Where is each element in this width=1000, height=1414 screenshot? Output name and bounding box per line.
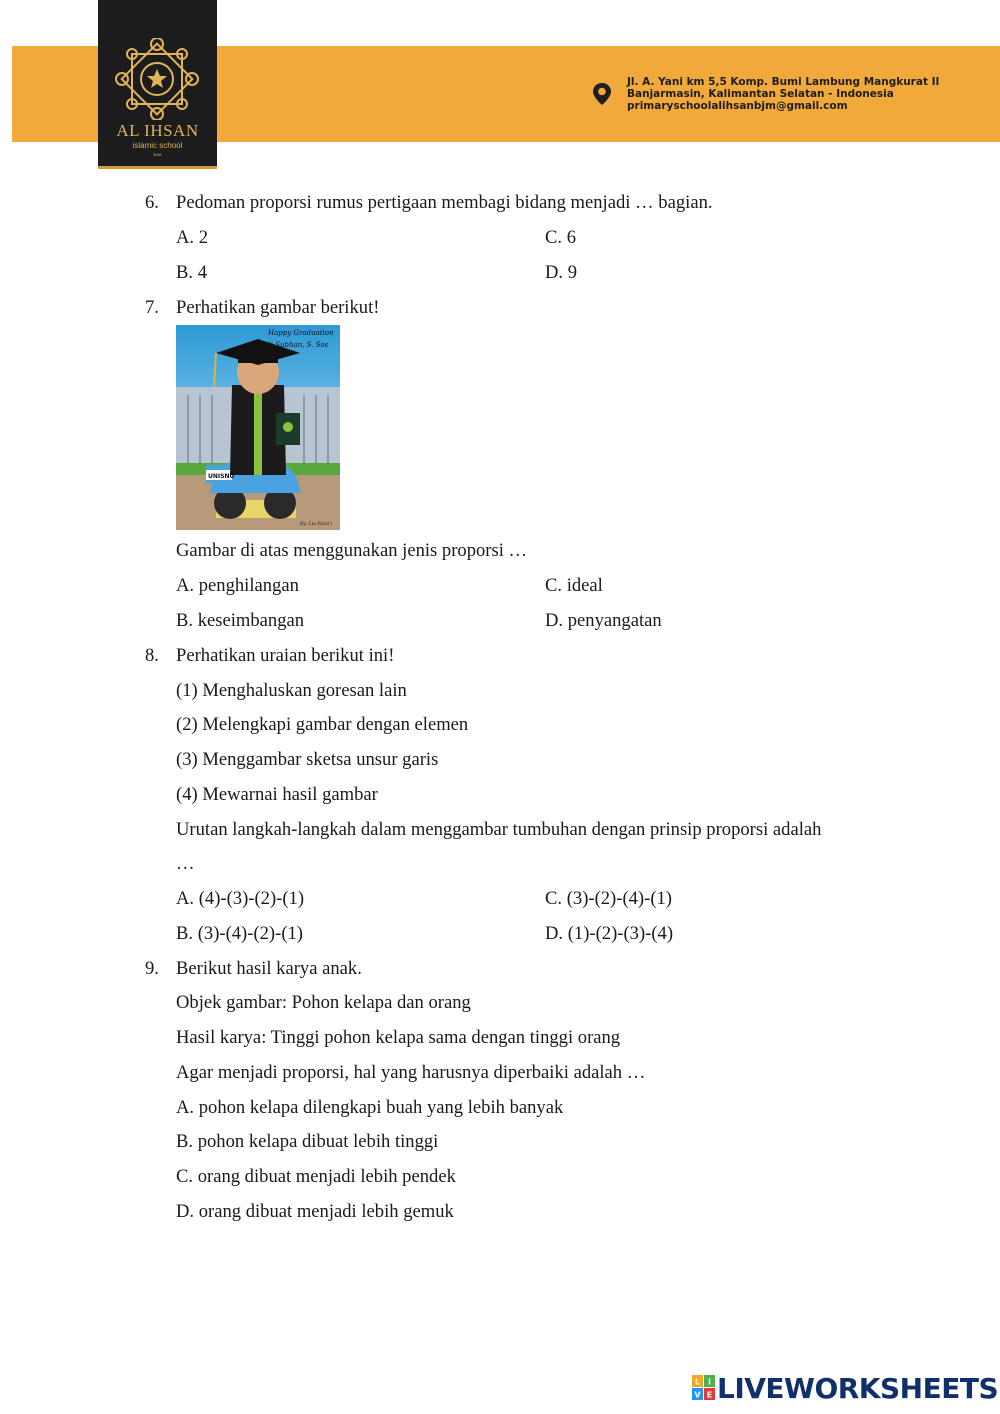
question-text: Perhatikan uraian berikut ini!	[176, 645, 395, 666]
question-detail: Hasil karya: Tinggi pohon kelapa sama dengan tinggi orang	[176, 1027, 621, 1048]
option-d[interactable]: D. penyangatan	[545, 610, 662, 631]
question-detail: Objek gambar: Pohon kelapa dan orang	[176, 992, 471, 1013]
school-email: primaryschoolalihsanbjm@gmail.com	[627, 100, 848, 112]
question-number: 8.	[145, 645, 159, 666]
svg-text:I: I	[708, 1377, 711, 1387]
question-text: Berikut hasil karya anak.	[176, 958, 362, 979]
option-c[interactable]: C. orang dibuat menjadi lebih pendek	[176, 1166, 456, 1187]
school-name: AL IHSAN	[116, 121, 199, 140]
option-a[interactable]: A. pohon kelapa dilengkapi buah yang lebih banyak	[176, 1097, 564, 1118]
image-plate: UNISNU	[208, 473, 235, 480]
image-signature: By: Lia Faiza'i	[300, 522, 333, 527]
location-pin-icon	[592, 82, 612, 106]
address-line-2: Banjarmasin, Kalimantan Selatan - Indonesia	[627, 88, 894, 100]
option-b[interactable]: B. (3)-(4)-(2)-(1)	[176, 923, 303, 944]
option-d[interactable]: D. (1)-(2)-(3)-(4)	[545, 923, 674, 944]
question-text: Perhatikan gambar berikut!	[176, 297, 380, 318]
question-prompt: Urutan langkah-langkah dalam menggambar tumbuhan dengan prinsip proporsi adalah	[176, 819, 822, 840]
question-number: 6.	[145, 192, 159, 213]
option-a[interactable]: A. 2	[176, 227, 209, 248]
option-c[interactable]: C. (3)-(2)-(4)-(1)	[545, 888, 672, 909]
option-d[interactable]: D. 9	[545, 262, 578, 283]
star-emblem-icon	[106, 38, 209, 120]
option-b[interactable]: B. 4	[176, 262, 207, 283]
question-prompt-ellipsis: …	[176, 853, 195, 874]
school-subtitle: islamic school	[132, 141, 183, 150]
address-line-1: Jl. A. Yani km 5,5 Komp. Bumi Lambung Mangkurat II	[627, 76, 940, 88]
list-item: (2) Melengkapi gambar dengan elemen	[176, 714, 469, 735]
list-item: (4) Mewarnai hasil gambar	[176, 784, 378, 805]
liveworksheets-logo-icon	[692, 1375, 716, 1401]
question-prompt: Gambar di atas menggunakan jenis proporsi …	[176, 540, 528, 561]
image-name: Hadi Subhan, S. Sos	[256, 341, 329, 349]
school-city: BJM	[153, 152, 162, 157]
question-text: Pedoman proporsi rumus pertigaan membagi bidang menjadi … bagian.	[176, 192, 713, 213]
option-c[interactable]: C. 6	[545, 227, 576, 248]
graduation-caricature-image	[176, 325, 340, 530]
svg-text:V: V	[694, 1390, 701, 1400]
image-caption: Happy Graduation	[268, 329, 334, 337]
liveworksheets-brand[interactable]: LIVEWORKSHEETS	[717, 1372, 999, 1405]
option-a[interactable]: A. penghilangan	[176, 575, 299, 596]
question-prompt: Agar menjadi proporsi, hal yang harusnya diperbaiki adalah …	[176, 1062, 646, 1083]
question-number: 9.	[145, 958, 159, 979]
option-b[interactable]: B. keseimbangan	[176, 610, 305, 631]
school-logo	[98, 0, 217, 169]
question-number: 7.	[145, 297, 159, 318]
list-item: (1) Menghaluskan goresan lain	[176, 680, 407, 701]
option-b[interactable]: B. pohon kelapa dibuat lebih tinggi	[176, 1131, 439, 1152]
school-address	[627, 76, 939, 112]
option-c[interactable]: C. ideal	[545, 575, 603, 596]
list-item: (3) Menggambar sketsa unsur garis	[176, 749, 439, 770]
option-a[interactable]: A. (4)-(3)-(2)-(1)	[176, 888, 305, 909]
option-d[interactable]: D. orang dibuat menjadi lebih gemuk	[176, 1201, 454, 1222]
svg-text:E: E	[706, 1390, 713, 1400]
svg-text:L: L	[694, 1377, 701, 1387]
